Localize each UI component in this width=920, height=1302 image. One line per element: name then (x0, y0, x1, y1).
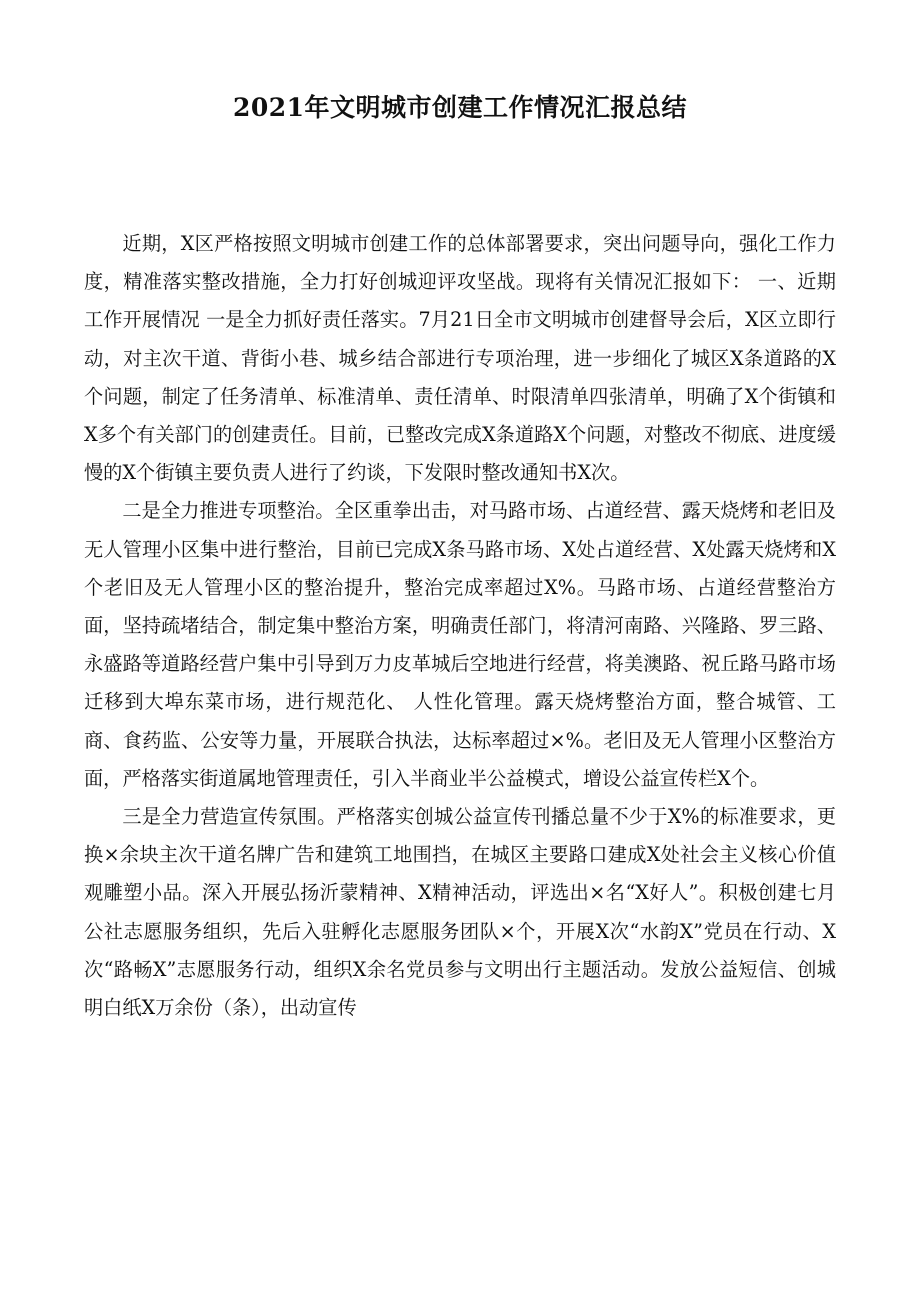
paragraph-special-rectification: 二是全力推进专项整治。全区重拳出击，对马路市场、占道经营、露天烧烤和老旧及无人管理小区集中进行整治，目前已完成X条马路市场、X处占道经营、X处露天烧烤和X个老旧及无人管理小区的整治提升，整治完成率超过X%。马路市场、占道经营整治方面，坚持疏堵结合，制定集中整治方案，明确责任部门，将清河南路、兴隆路、罗三路、永盛路等道路经营户集中引导到万力皮革城后空地进行经营，将美澳路、祝丘路马路市场迁移到大埠东菜市场，进行规范化、 人性化管理。露天烧烤整治方面，整合城管、工商、食药监、公安等力量，开展联合执法，达标率超过×%。老旧及无人管理小区整治方面，严格落实街道属地管理责任，引入半商业半公益模式，增设公益宣传栏X个。 (84, 499, 836, 790)
paragraph-intro-and-section-one: 近期，X区严格按照文明城市创建工作的总体部署要求，突出问题导向，强化工作力度，精准落实整改措施，全力打好创城迎评攻坚战。现将有关情况汇报如下： 一、近期工作开展情况 一是全力抓好责任落实。7月21日全市文明城市创建督导会后，X区立即行动，对主次干道、背街小巷、城乡结合部进行专项治理，进一步细化了城区X条道路的X个问题，制定了任务清单、标准清单、责任清单、时限清单四张清单，明确了X个街镇和X多个有关部门的创建责任。目前，已整改完成X条道路X个问题，对整改不彻底、进度缓慢的X个街镇主要负责人进行了约谈，下发限时整改通知书X次。 (84, 232, 836, 485)
document-title: 2021年文明城市创建工作情况汇报总结 (232, 93, 688, 122)
document-body (84, 225, 836, 1027)
paragraph-publicity-atmosphere: 三是全力营造宣传氛围。严格落实创城公益宣传刊播总量不少于X%的标准要求，更换×余块主次干道名牌广告和建筑工地围挡，在城区主要路口建成X处社会主义核心价值观雕塑小品。深入开展弘扬沂蒙精神、X精神活动，评选出×名“X好人”。积极创建七月公社志愿服务组织，先后入驻孵化志愿服务团队×个，开展X次“水韵X”党员在行动、X次“路畅X”志愿服务行动，组织X余名党员参与文明出行主题活动。发放公益短信、创城明白纸X万余份（条），出动宣传 (84, 805, 836, 1020)
